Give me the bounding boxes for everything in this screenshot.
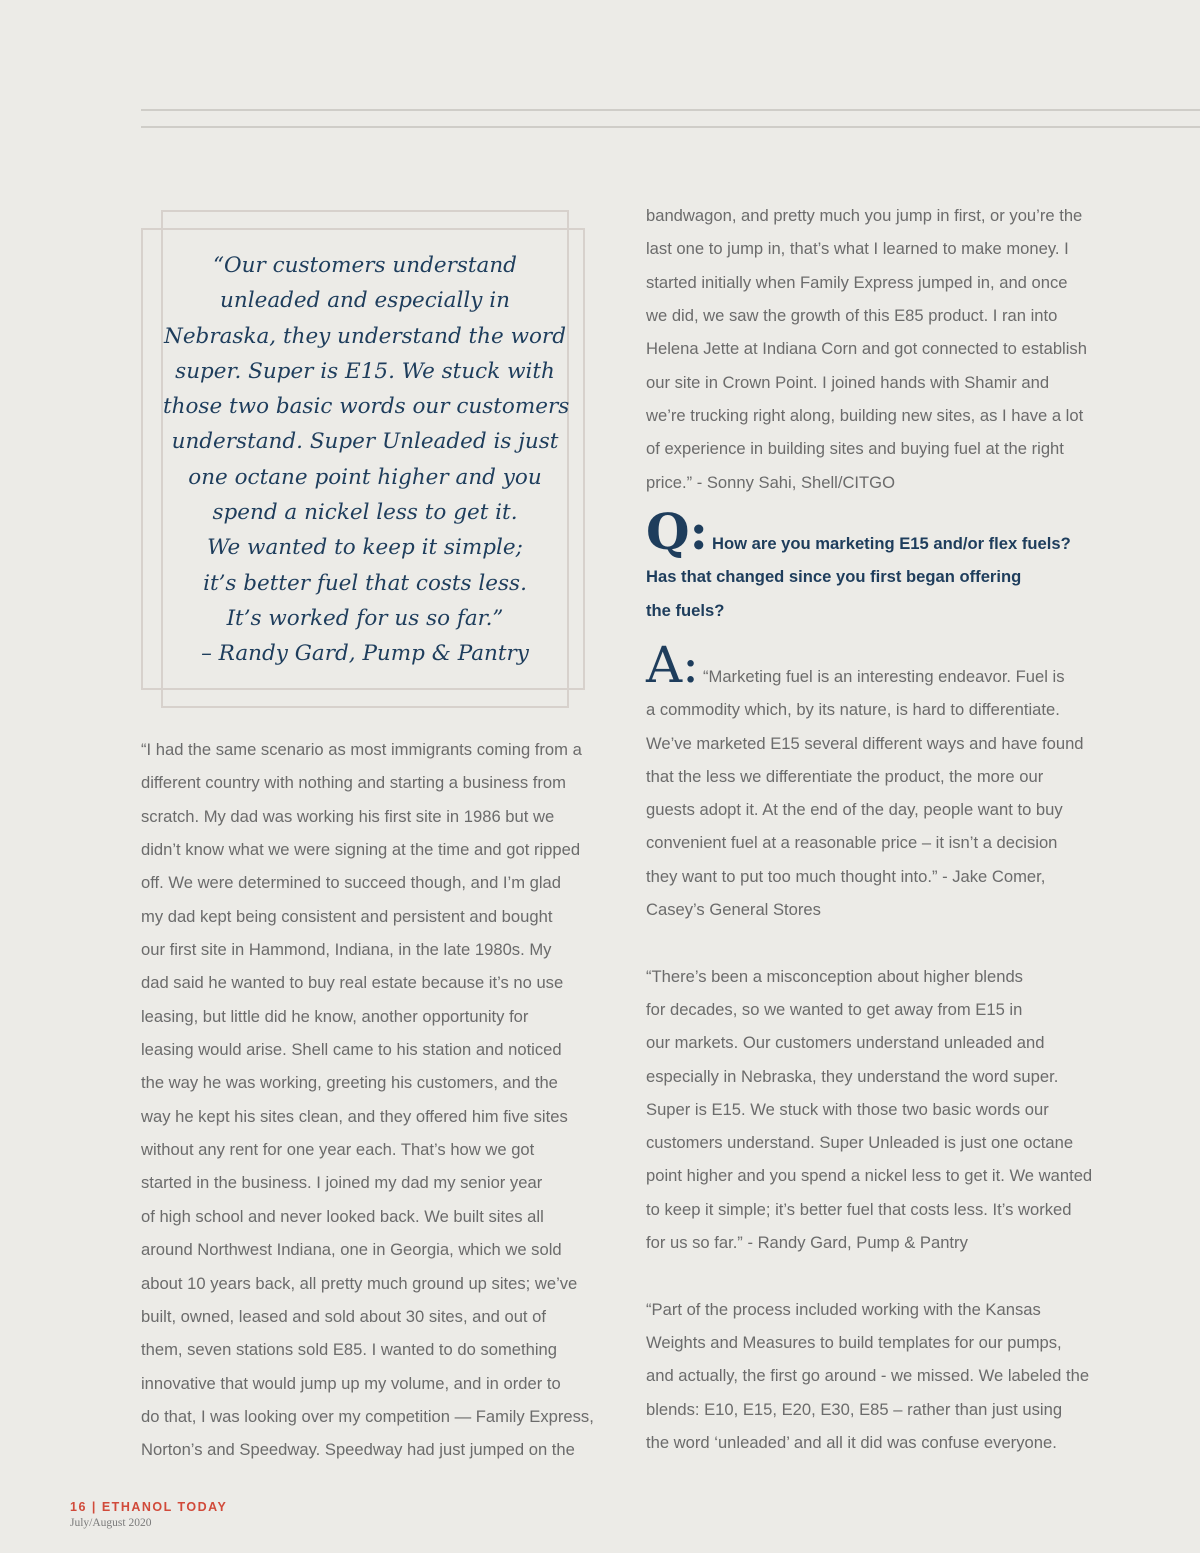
article-line: about 10 years back, all pretty much ground up sites; we’ve xyxy=(141,1273,578,1293)
answer-line: blends: E10, E15, E20, E30, E85 – rather than just using xyxy=(646,1399,1063,1419)
pull-quote-line: one octane point higher and you xyxy=(188,464,542,490)
article-line: dad said he wanted to buy real estate because it’s no use xyxy=(141,973,564,993)
article-line: price.” - Sonny Sahi, Shell/CITGO xyxy=(646,472,895,492)
answer-line: a commodity which, by its nature, is hard to differentiate. xyxy=(646,700,1060,720)
article-line: Norton’s and Speedway. Speedway had just jumped on the xyxy=(141,1440,575,1460)
answer-line: guests adopt it. At the end of the day, people want to buy xyxy=(646,800,1063,820)
article-line: without any rent for one year each. That’s how we got xyxy=(141,1140,535,1160)
pull-quote-line: super. Super is E15. We stuck with xyxy=(175,358,555,384)
article-line: last one to jump in, that’s what I learned to make money. I xyxy=(646,239,1069,259)
pull-quote-line: We wanted to keep it simple; xyxy=(207,535,523,561)
article-line: the way he was working, greeting his customers, and the xyxy=(141,1073,558,1093)
answer-line: “Part of the process included working with the Kansas xyxy=(646,1299,1041,1319)
header-rule-top xyxy=(141,109,1200,111)
article-line: Helena Jette at Indiana Corn and got connected to establish xyxy=(646,339,1087,359)
answer-line xyxy=(646,1259,1116,1292)
answer-line: the word ‘unleaded’ and all it did was confuse everyone. xyxy=(646,1432,1057,1452)
pull-quote-line: unleaded and especially in xyxy=(220,288,510,314)
pull-quote-line: – Randy Gard, Pump & Pantry xyxy=(201,641,529,667)
article-line: we did, we saw the growth of this E85 product. I ran into xyxy=(646,306,1058,326)
question-block xyxy=(646,502,1116,627)
article-line: of experience in building sites and buying fuel at the right xyxy=(646,439,1064,459)
article-line: my dad kept being consistent and persistent and bought xyxy=(141,906,553,926)
pull-quote-line: it’s better fuel that costs less. xyxy=(203,570,527,596)
article-line: didn’t know what we were signing at the time and got ripped xyxy=(141,840,581,860)
answer-line: and actually, the first go around - we missed. We labeled the xyxy=(646,1366,1090,1386)
answer-line: “There’s been a misconception about higher blends xyxy=(646,966,1023,986)
pull-quote-line: “Our customers understand xyxy=(213,253,517,278)
article-line: different country with nothing and starting a business from xyxy=(141,773,566,793)
article-line: off. We were determined to succeed though, and I’m glad xyxy=(141,873,562,893)
pull-quote-line: those two basic words our customers xyxy=(163,394,570,420)
question-line: Has that changed since you first began offering xyxy=(646,567,1022,587)
article-line: leasing, but little did he know, another opportunity for xyxy=(141,1006,529,1026)
answer-line: for us so far.” - Randy Gard, Pump & Pantry xyxy=(646,1233,968,1253)
answer-line: point higher and you spend a nickel less to get it. We wanted xyxy=(646,1166,1093,1186)
article-line: innovative that would jump up my volume, and in order to xyxy=(141,1373,561,1393)
answer-line: Casey’s General Stores xyxy=(646,900,821,920)
answer-first-line: “Marketing fuel is an interesting endeavor. Fuel is xyxy=(702,667,1065,686)
answer-letter: A: xyxy=(646,636,699,694)
article-line: our site in Crown Point. I joined hands with Shamir and xyxy=(646,372,1050,392)
article-line: of high school and never looked back. We built sites all xyxy=(141,1206,544,1226)
article-line: around Northwest Indiana, one in Georgia, which we sold xyxy=(141,1240,562,1260)
pull-quote-line: Nebraska, they understand the word xyxy=(164,323,566,349)
question-line: the fuels? xyxy=(646,600,725,620)
article-column-left xyxy=(141,733,601,1467)
article-line: leasing would arise. Shell came to his station and noticed xyxy=(141,1040,562,1060)
article-line: built, owned, leased and sold about 30 sites, and out of xyxy=(141,1306,546,1326)
answer-line: that the less we differentiate the product, the more our xyxy=(646,766,1044,786)
article-column-right-top xyxy=(646,199,1106,499)
pull-quote xyxy=(163,248,570,672)
answer-line: they want to put too much thought into.” - Jake Comer, xyxy=(646,866,1046,886)
article-line: them, seven stations sold E85. I wanted to do something xyxy=(141,1340,558,1360)
answer-line: We’ve marketed E15 several different ways and have found xyxy=(646,733,1084,753)
pull-quote-line: understand. Super Unleaded is just xyxy=(171,429,559,455)
pull-quote-line: spend a nickel less to get it. xyxy=(212,500,518,526)
footer-issue-date: July/August 2020 xyxy=(70,1517,152,1529)
article-line: bandwagon, and pretty much you jump in first, or you’re the xyxy=(646,206,1083,225)
pull-quote-line: It’s worked for us so far.” xyxy=(226,605,504,631)
article-line: started initially when Family Express jumped in, and once xyxy=(646,272,1068,292)
answer-line xyxy=(646,926,1116,959)
answer-line: our markets. Our customers understand unleaded and xyxy=(646,1033,1045,1053)
answer-line: for decades, so we wanted to get away from E15 in xyxy=(646,999,1023,1019)
header-rule-bottom xyxy=(141,126,1200,128)
answer-block xyxy=(646,636,1116,1459)
question-first-line: How are you marketing E15 and/or flex fuels? xyxy=(712,534,1071,553)
article-line: do that, I was looking over my competition — Family Express, xyxy=(141,1406,594,1426)
article-line: scratch. My dad was working his first site in 1986 but we xyxy=(141,806,555,826)
answer-line: customers understand. Super Unleaded is just one octane xyxy=(646,1133,1074,1153)
article-line: “I had the same scenario as most immigrants coming from a xyxy=(141,740,582,759)
answer-line: Super is E15. We stuck with those two basic words our xyxy=(646,1099,1049,1119)
answer-line: convenient fuel at a reasonable price – it isn’t a decision xyxy=(646,833,1058,853)
article-line: started in the business. I joined my dad my senior year xyxy=(141,1173,543,1193)
answer-line: especially in Nebraska, they understand the word super. xyxy=(646,1066,1059,1086)
question-letter: Q: xyxy=(646,502,709,561)
article-line: way he kept his sites clean, and they offered him five sites xyxy=(141,1106,568,1126)
answer-line: Weights and Measures to build templates for our pumps, xyxy=(646,1332,1062,1352)
article-line: we’re trucking right along, building new sites, as I have a lot xyxy=(646,406,1084,426)
footer-page-label: 16 | ETHANOL TODAY xyxy=(70,1500,228,1514)
article-line: our first site in Hammond, Indiana, in the late 1980s. My xyxy=(141,940,552,960)
answer-line: to keep it simple; it’s better fuel that costs less. It’s worked xyxy=(646,1199,1072,1219)
